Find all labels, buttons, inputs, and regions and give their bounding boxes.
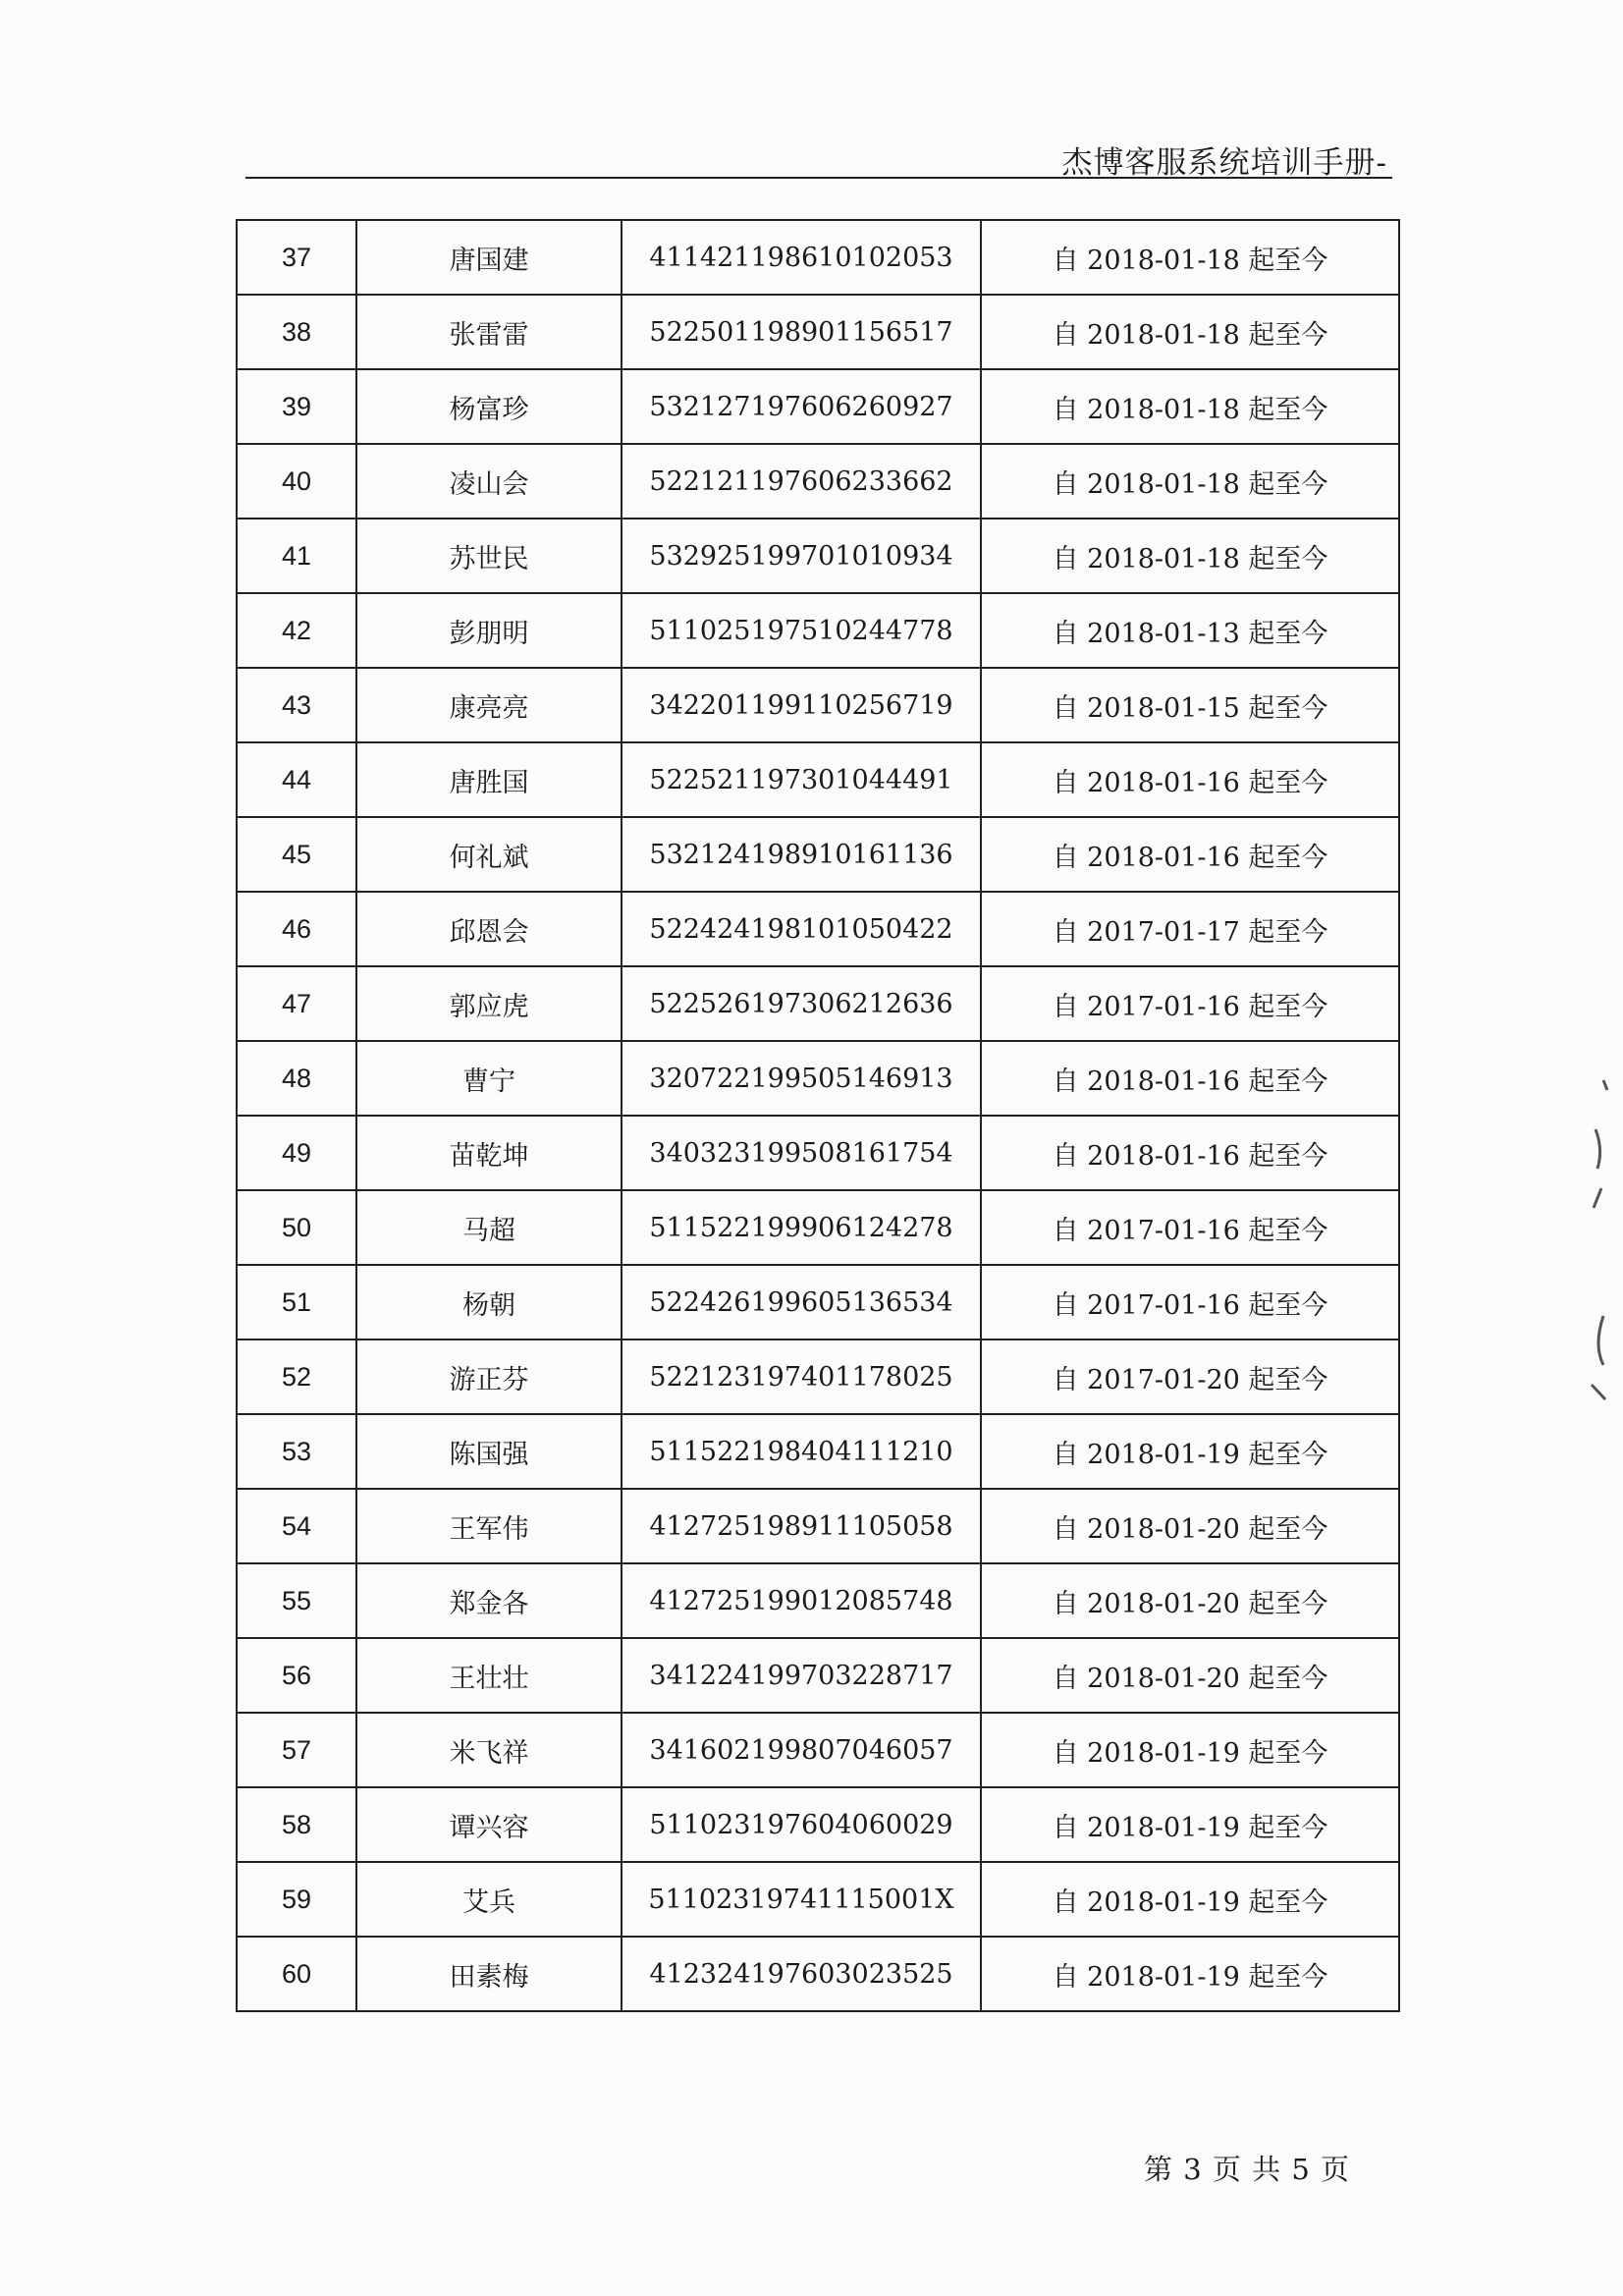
row-number-cell: 58 <box>237 1787 356 1862</box>
margin-stamp-mark <box>1574 1070 1613 1414</box>
table-row <box>237 1563 1399 1638</box>
row-number-cell: 38 <box>237 295 356 369</box>
row-number-cell: 41 <box>237 519 356 593</box>
person-name-cell: 杨富珍 <box>356 369 622 444</box>
table-row <box>237 295 1399 369</box>
row-number-cell: 52 <box>237 1339 356 1414</box>
table-row <box>237 369 1399 444</box>
table-row <box>237 1265 1399 1339</box>
person-name-cell: 凌山会 <box>356 444 622 519</box>
id-number-cell: 511522198404111210 <box>622 1414 981 1489</box>
id-number-cell: 522501198901156517 <box>622 295 981 369</box>
table-row <box>237 1116 1399 1190</box>
employment-period-cell: 自 2018-01-18 起至今 <box>981 220 1399 295</box>
person-name-cell: 邱恩会 <box>356 892 622 966</box>
person-name-cell: 谭兴容 <box>356 1787 622 1862</box>
table-row <box>237 593 1399 668</box>
table-row <box>237 668 1399 742</box>
row-number-cell: 57 <box>237 1713 356 1787</box>
person-name-cell: 彭朋明 <box>356 593 622 668</box>
row-number-cell: 42 <box>237 593 356 668</box>
table-row <box>237 1713 1399 1787</box>
table-row <box>237 1937 1399 2011</box>
table-row <box>237 1862 1399 1937</box>
row-number-cell: 60 <box>237 1937 356 2011</box>
person-name-cell: 陈国强 <box>356 1414 622 1489</box>
row-number-cell: 43 <box>237 668 356 742</box>
id-number-cell: 532127197606260927 <box>622 369 981 444</box>
id-number-cell: 341602199807046057 <box>622 1713 981 1787</box>
employment-period-cell: 自 2018-01-19 起至今 <box>981 1414 1399 1489</box>
row-number-cell: 56 <box>237 1638 356 1713</box>
id-number-cell: 411421198610102053 <box>622 220 981 295</box>
person-name-cell: 苗乾坤 <box>356 1116 622 1190</box>
employment-period-cell: 自 2017-01-16 起至今 <box>981 966 1399 1041</box>
row-number-cell: 40 <box>237 444 356 519</box>
table-row <box>237 1638 1399 1713</box>
employment-period-cell: 自 2018-01-19 起至今 <box>981 1937 1399 2011</box>
employment-period-cell: 自 2017-01-16 起至今 <box>981 1190 1399 1265</box>
table-row <box>237 817 1399 892</box>
person-name-cell: 康亮亮 <box>356 668 622 742</box>
employment-period-cell: 自 2018-01-16 起至今 <box>981 742 1399 817</box>
person-name-cell: 郭应虎 <box>356 966 622 1041</box>
id-number-cell: 342201199110256719 <box>622 668 981 742</box>
row-number-cell: 49 <box>237 1116 356 1190</box>
table-row <box>237 742 1399 817</box>
person-name-cell: 何礼斌 <box>356 817 622 892</box>
page-number: 第 3 页 共 5 页 <box>1144 2153 1350 2186</box>
staff-table-body <box>237 220 1399 2011</box>
table-row <box>237 1041 1399 1116</box>
person-name-cell: 田素梅 <box>356 1937 622 2011</box>
employment-period-cell: 自 2017-01-16 起至今 <box>981 1265 1399 1339</box>
employment-period-cell: 自 2018-01-20 起至今 <box>981 1489 1399 1563</box>
row-number-cell: 50 <box>237 1190 356 1265</box>
id-number-cell: 511025197510244778 <box>622 593 981 668</box>
id-number-cell: 511023197604060029 <box>622 1787 981 1862</box>
person-name-cell: 张雷雷 <box>356 295 622 369</box>
table-row <box>237 519 1399 593</box>
employment-period-cell: 自 2018-01-16 起至今 <box>981 1041 1399 1116</box>
employment-period-cell: 自 2018-01-16 起至今 <box>981 817 1399 892</box>
staff-table <box>236 219 1400 2012</box>
id-number-cell: 412725199012085748 <box>622 1563 981 1638</box>
id-number-cell: 522123197401178025 <box>622 1339 981 1414</box>
person-name-cell: 苏世民 <box>356 519 622 593</box>
table-row <box>237 1414 1399 1489</box>
employment-period-cell: 自 2018-01-18 起至今 <box>981 295 1399 369</box>
id-number-cell: 522424198101050422 <box>622 892 981 966</box>
person-name-cell: 游正芬 <box>356 1339 622 1414</box>
table-row <box>237 1489 1399 1563</box>
row-number-cell: 54 <box>237 1489 356 1563</box>
employment-period-cell: 自 2018-01-18 起至今 <box>981 444 1399 519</box>
employment-period-cell: 自 2018-01-20 起至今 <box>981 1638 1399 1713</box>
id-number-cell: 532124198910161136 <box>622 817 981 892</box>
document-header-title: 杰博客服系统培训手册- <box>1061 145 1387 181</box>
id-number-cell: 341224199703228717 <box>622 1638 981 1713</box>
person-name-cell: 王军伟 <box>356 1489 622 1563</box>
person-name-cell: 马超 <box>356 1190 622 1265</box>
person-name-cell: 唐胜国 <box>356 742 622 817</box>
employment-period-cell: 自 2018-01-19 起至今 <box>981 1787 1399 1862</box>
row-number-cell: 39 <box>237 369 356 444</box>
id-number-cell: 522521197301044491 <box>622 742 981 817</box>
person-name-cell: 唐国建 <box>356 220 622 295</box>
table-row <box>237 1787 1399 1862</box>
employment-period-cell: 自 2018-01-13 起至今 <box>981 593 1399 668</box>
employment-period-cell: 自 2018-01-15 起至今 <box>981 668 1399 742</box>
header-divider <box>245 177 1392 179</box>
table-row <box>237 1190 1399 1265</box>
row-number-cell: 51 <box>237 1265 356 1339</box>
person-name-cell: 杨朝 <box>356 1265 622 1339</box>
id-number-cell: 340323199508161754 <box>622 1116 981 1190</box>
row-number-cell: 59 <box>237 1862 356 1937</box>
table-row <box>237 1339 1399 1414</box>
id-number-cell: 522426199605136534 <box>622 1265 981 1339</box>
employment-period-cell: 自 2018-01-19 起至今 <box>981 1862 1399 1937</box>
employment-period-cell: 自 2018-01-18 起至今 <box>981 369 1399 444</box>
id-number-cell: 51102319741115001X <box>622 1862 981 1937</box>
id-number-cell: 532925199701010934 <box>622 519 981 593</box>
employment-period-cell: 自 2018-01-19 起至今 <box>981 1713 1399 1787</box>
row-number-cell: 48 <box>237 1041 356 1116</box>
row-number-cell: 44 <box>237 742 356 817</box>
id-number-cell: 320722199505146913 <box>622 1041 981 1116</box>
person-name-cell: 郑金各 <box>356 1563 622 1638</box>
employment-period-cell: 自 2018-01-16 起至今 <box>981 1116 1399 1190</box>
row-number-cell: 37 <box>237 220 356 295</box>
row-number-cell: 53 <box>237 1414 356 1489</box>
id-number-cell: 412324197603023525 <box>622 1937 981 2011</box>
row-number-cell: 47 <box>237 966 356 1041</box>
person-name-cell: 米飞祥 <box>356 1713 622 1787</box>
person-name-cell: 曹宁 <box>356 1041 622 1116</box>
id-number-cell: 522121197606233662 <box>622 444 981 519</box>
row-number-cell: 45 <box>237 817 356 892</box>
table-row <box>237 220 1399 295</box>
employment-period-cell: 自 2017-01-20 起至今 <box>981 1339 1399 1414</box>
employment-period-cell: 自 2018-01-18 起至今 <box>981 519 1399 593</box>
id-number-cell: 412725198911105058 <box>622 1489 981 1563</box>
employment-period-cell: 自 2017-01-17 起至今 <box>981 892 1399 966</box>
employment-period-cell: 自 2018-01-20 起至今 <box>981 1563 1399 1638</box>
table-row <box>237 966 1399 1041</box>
person-name-cell: 王壮壮 <box>356 1638 622 1713</box>
row-number-cell: 55 <box>237 1563 356 1638</box>
id-number-cell: 522526197306212636 <box>622 966 981 1041</box>
table-row <box>237 892 1399 966</box>
table-row <box>237 444 1399 519</box>
person-name-cell: 艾兵 <box>356 1862 622 1937</box>
id-number-cell: 511522199906124278 <box>622 1190 981 1265</box>
row-number-cell: 46 <box>237 892 356 966</box>
